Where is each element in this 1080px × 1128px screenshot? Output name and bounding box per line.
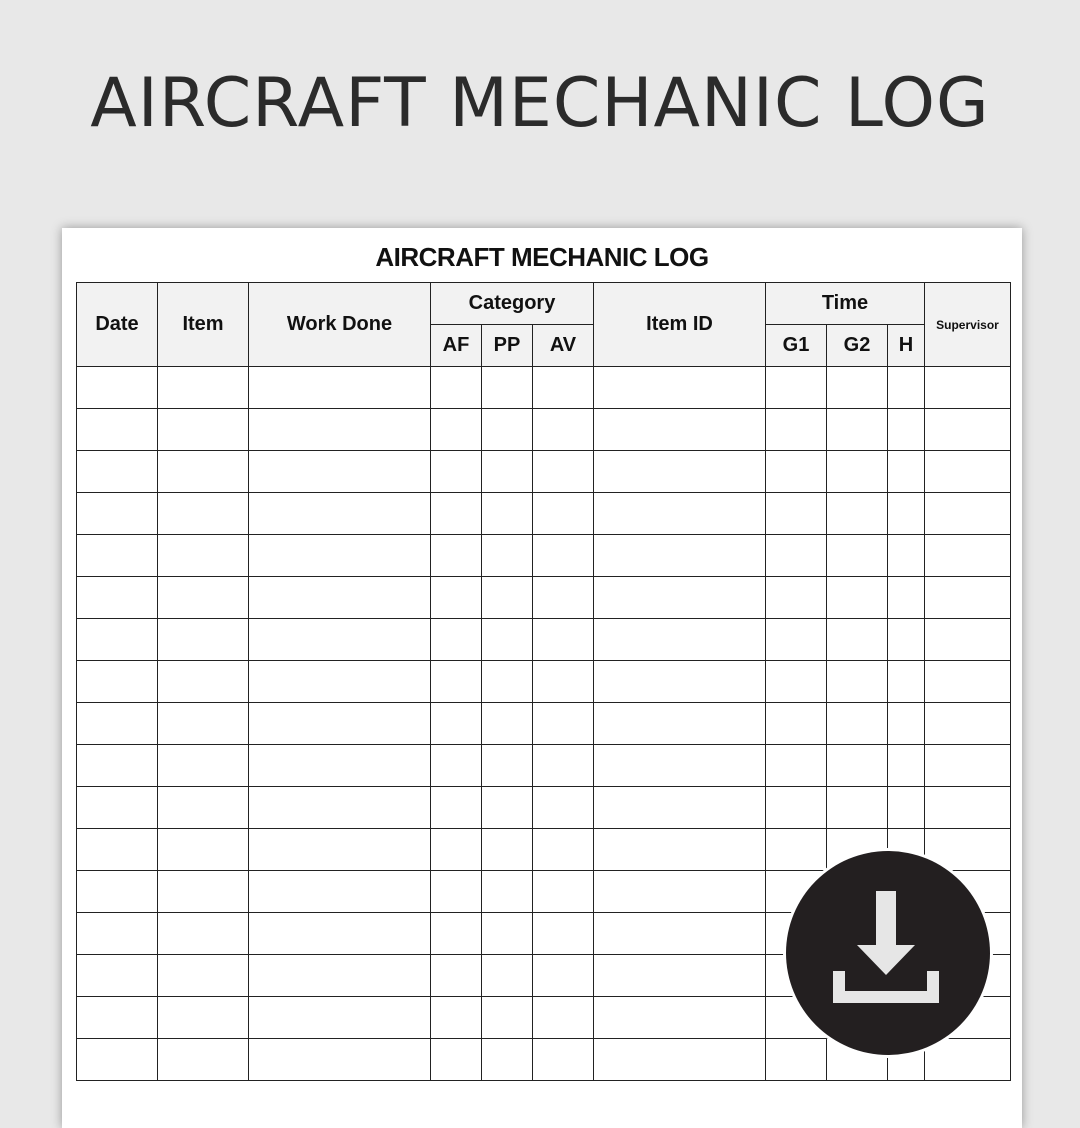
table-cell bbox=[158, 577, 249, 619]
table-cell bbox=[888, 661, 925, 703]
table-cell bbox=[766, 535, 827, 577]
table-cell bbox=[888, 703, 925, 745]
table-cell bbox=[533, 913, 594, 955]
table-cell bbox=[827, 451, 888, 493]
header-time-g2: G2 bbox=[827, 325, 888, 367]
table-cell bbox=[158, 409, 249, 451]
header-item-id: Item ID bbox=[594, 283, 766, 367]
table-cell bbox=[249, 451, 431, 493]
table-cell bbox=[77, 829, 158, 871]
sheet-title: AIRCRAFT MECHANIC LOG bbox=[375, 242, 709, 272]
table-cell bbox=[766, 451, 827, 493]
table-cell bbox=[766, 619, 827, 661]
table-cell bbox=[925, 619, 1011, 661]
table-cell bbox=[766, 661, 827, 703]
table-cell bbox=[158, 367, 249, 409]
table-cell bbox=[249, 493, 431, 535]
table-cell bbox=[766, 745, 827, 787]
table-cell bbox=[888, 787, 925, 829]
table-cell bbox=[249, 913, 431, 955]
table-cell bbox=[158, 661, 249, 703]
table-row bbox=[77, 619, 1011, 661]
table-cell bbox=[827, 661, 888, 703]
table-row bbox=[77, 703, 1011, 745]
table-cell bbox=[827, 577, 888, 619]
table-cell bbox=[766, 367, 827, 409]
table-cell bbox=[482, 1039, 533, 1081]
table-cell bbox=[888, 451, 925, 493]
table-cell bbox=[533, 745, 594, 787]
table-cell bbox=[482, 577, 533, 619]
table-cell bbox=[249, 619, 431, 661]
table-row bbox=[77, 367, 1011, 409]
table-row bbox=[77, 787, 1011, 829]
table-cell bbox=[827, 535, 888, 577]
table-cell bbox=[533, 367, 594, 409]
table-cell bbox=[431, 955, 482, 997]
table-cell bbox=[827, 745, 888, 787]
table-cell bbox=[594, 1039, 766, 1081]
table-cell bbox=[533, 997, 594, 1039]
header-item: Item bbox=[158, 283, 249, 367]
table-row bbox=[77, 493, 1011, 535]
table-cell bbox=[77, 997, 158, 1039]
table-cell bbox=[158, 913, 249, 955]
table-cell bbox=[888, 535, 925, 577]
table-cell bbox=[77, 1039, 158, 1081]
table-cell bbox=[482, 955, 533, 997]
table-cell bbox=[482, 913, 533, 955]
table-cell bbox=[482, 409, 533, 451]
table-cell bbox=[431, 619, 482, 661]
table-cell bbox=[594, 871, 766, 913]
table-cell bbox=[594, 829, 766, 871]
table-cell bbox=[431, 577, 482, 619]
table-cell bbox=[533, 955, 594, 997]
table-cell bbox=[431, 913, 482, 955]
table-cell bbox=[77, 661, 158, 703]
table-cell bbox=[249, 745, 431, 787]
table-cell bbox=[533, 661, 594, 703]
table-cell bbox=[482, 661, 533, 703]
table-cell bbox=[249, 409, 431, 451]
table-row bbox=[77, 745, 1011, 787]
table-cell bbox=[482, 535, 533, 577]
table-cell bbox=[249, 787, 431, 829]
table-cell bbox=[431, 661, 482, 703]
table-cell bbox=[431, 871, 482, 913]
table-cell bbox=[766, 577, 827, 619]
table-cell bbox=[925, 535, 1011, 577]
table-cell bbox=[482, 997, 533, 1039]
header-time-h: H bbox=[888, 325, 925, 367]
table-row bbox=[77, 409, 1011, 451]
table-cell bbox=[158, 703, 249, 745]
table-cell bbox=[925, 451, 1011, 493]
table-cell bbox=[158, 871, 249, 913]
table-cell bbox=[249, 1039, 431, 1081]
table-cell bbox=[482, 745, 533, 787]
table-cell bbox=[431, 367, 482, 409]
table-cell bbox=[888, 745, 925, 787]
table-cell bbox=[431, 997, 482, 1039]
table-cell bbox=[594, 493, 766, 535]
table-cell bbox=[431, 493, 482, 535]
table-cell bbox=[158, 829, 249, 871]
table-cell bbox=[482, 871, 533, 913]
table-cell bbox=[594, 535, 766, 577]
table-cell bbox=[827, 409, 888, 451]
table-cell bbox=[533, 1039, 594, 1081]
table-cell bbox=[766, 409, 827, 451]
table-cell bbox=[766, 787, 827, 829]
table-cell bbox=[533, 535, 594, 577]
table-cell bbox=[594, 619, 766, 661]
table-cell bbox=[533, 493, 594, 535]
table-cell bbox=[594, 451, 766, 493]
table-cell bbox=[249, 535, 431, 577]
download-icon bbox=[786, 851, 990, 1055]
table-cell bbox=[77, 577, 158, 619]
table-cell bbox=[482, 493, 533, 535]
header-work-done: Work Done bbox=[249, 283, 431, 367]
table-cell bbox=[77, 367, 158, 409]
table-cell bbox=[594, 997, 766, 1039]
table-row bbox=[77, 451, 1011, 493]
table-cell bbox=[594, 367, 766, 409]
table-cell bbox=[925, 409, 1011, 451]
table-cell bbox=[827, 787, 888, 829]
table-cell bbox=[249, 703, 431, 745]
table-cell bbox=[594, 955, 766, 997]
table-cell bbox=[533, 577, 594, 619]
table-cell bbox=[827, 619, 888, 661]
table-cell bbox=[827, 703, 888, 745]
table-cell bbox=[594, 409, 766, 451]
table-row bbox=[77, 661, 1011, 703]
table-cell bbox=[77, 493, 158, 535]
table-cell bbox=[77, 871, 158, 913]
table-cell bbox=[827, 367, 888, 409]
table-cell bbox=[594, 661, 766, 703]
table-cell bbox=[925, 745, 1011, 787]
table-cell bbox=[594, 787, 766, 829]
table-cell bbox=[77, 703, 158, 745]
table-cell bbox=[594, 577, 766, 619]
table-cell bbox=[766, 493, 827, 535]
table-cell bbox=[888, 577, 925, 619]
table-cell bbox=[431, 409, 482, 451]
table-row bbox=[77, 535, 1011, 577]
table-cell bbox=[925, 703, 1011, 745]
table-cell bbox=[925, 493, 1011, 535]
table-cell bbox=[533, 787, 594, 829]
table-cell bbox=[482, 829, 533, 871]
table-cell bbox=[533, 871, 594, 913]
table-cell bbox=[249, 367, 431, 409]
table-cell bbox=[158, 997, 249, 1039]
table-cell bbox=[482, 451, 533, 493]
table-cell bbox=[158, 535, 249, 577]
table-cell bbox=[158, 955, 249, 997]
table-cell bbox=[249, 577, 431, 619]
table-row bbox=[77, 577, 1011, 619]
table-cell bbox=[925, 787, 1011, 829]
table-cell bbox=[925, 661, 1011, 703]
table-cell bbox=[77, 409, 158, 451]
table-cell bbox=[77, 955, 158, 997]
table-cell bbox=[594, 703, 766, 745]
table-cell bbox=[594, 913, 766, 955]
table-cell bbox=[158, 451, 249, 493]
table-cell bbox=[482, 619, 533, 661]
table-cell bbox=[431, 535, 482, 577]
table-cell bbox=[77, 745, 158, 787]
table-cell bbox=[888, 619, 925, 661]
table-cell bbox=[925, 577, 1011, 619]
table-cell bbox=[431, 787, 482, 829]
table-cell bbox=[482, 367, 533, 409]
table-cell bbox=[77, 913, 158, 955]
table-cell bbox=[249, 661, 431, 703]
table-cell bbox=[431, 1039, 482, 1081]
header-category-af: AF bbox=[431, 325, 482, 367]
table-cell bbox=[77, 451, 158, 493]
header-time: Time bbox=[766, 283, 925, 325]
table-cell bbox=[249, 955, 431, 997]
table-cell bbox=[431, 451, 482, 493]
table-cell bbox=[158, 787, 249, 829]
banner-title: AIRCRAFT MECHANIC LOG bbox=[90, 64, 990, 143]
table-cell bbox=[888, 409, 925, 451]
table-cell bbox=[249, 871, 431, 913]
table-cell bbox=[77, 619, 158, 661]
table-cell bbox=[158, 493, 249, 535]
table-cell bbox=[533, 451, 594, 493]
header-date: Date bbox=[77, 283, 158, 367]
table-cell bbox=[77, 787, 158, 829]
table-cell bbox=[249, 997, 431, 1039]
table-cell bbox=[827, 493, 888, 535]
header-category: Category bbox=[431, 283, 594, 325]
table-cell bbox=[431, 829, 482, 871]
table-cell bbox=[158, 619, 249, 661]
header-category-pp: PP bbox=[482, 325, 533, 367]
table-cell bbox=[158, 745, 249, 787]
table-cell bbox=[77, 535, 158, 577]
table-cell bbox=[888, 493, 925, 535]
table-cell bbox=[431, 703, 482, 745]
table-cell bbox=[594, 745, 766, 787]
table-cell bbox=[766, 703, 827, 745]
table-cell bbox=[533, 829, 594, 871]
table-cell bbox=[482, 703, 533, 745]
table-cell bbox=[158, 1039, 249, 1081]
table-cell bbox=[533, 703, 594, 745]
table-cell bbox=[533, 619, 594, 661]
table-cell bbox=[431, 745, 482, 787]
table-cell bbox=[533, 409, 594, 451]
table-cell bbox=[482, 787, 533, 829]
table-cell bbox=[249, 829, 431, 871]
header-supervisor: Supervisor bbox=[925, 283, 1011, 367]
table-cell bbox=[888, 367, 925, 409]
header-category-av: AV bbox=[533, 325, 594, 367]
table-cell bbox=[925, 367, 1011, 409]
header-time-g1: G1 bbox=[766, 325, 827, 367]
download-button[interactable] bbox=[786, 851, 990, 1055]
